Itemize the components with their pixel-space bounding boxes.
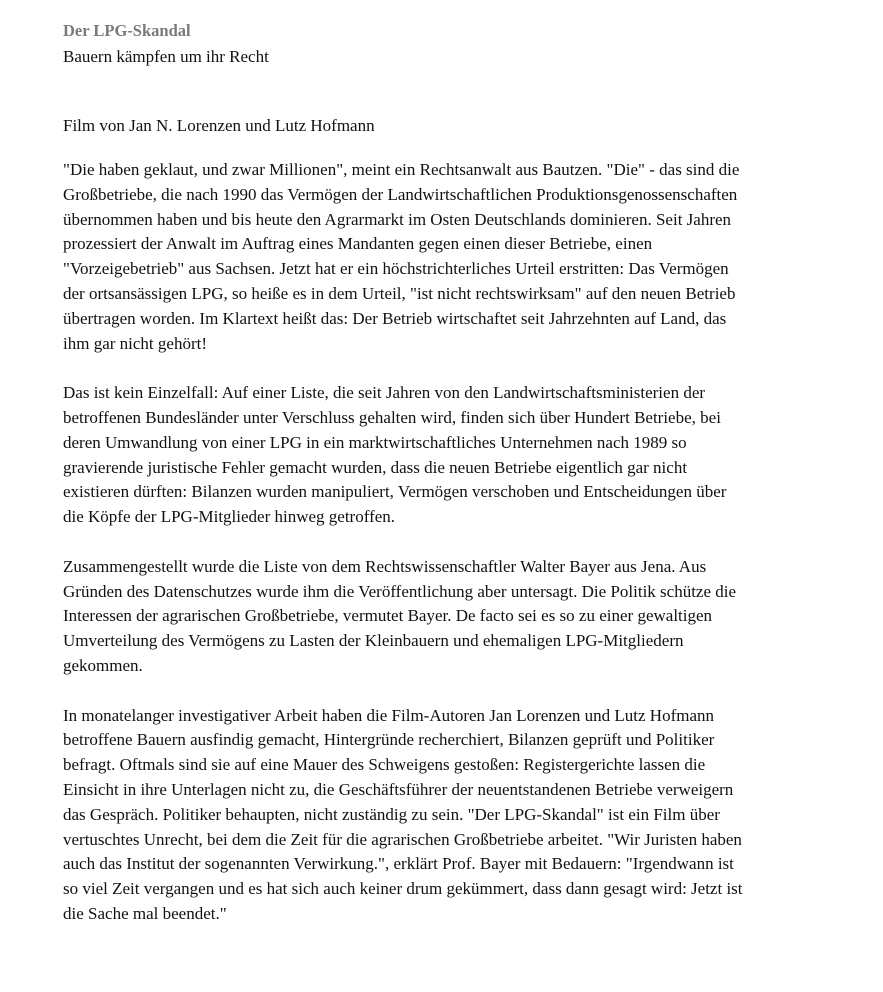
paragraph-line: prozessiert der Anwalt im Auftrag eines Mandanten gegen einen dieser Betriebe, einen <box>63 234 653 254</box>
paragraph-line: die Sache mal beendet." <box>63 903 227 923</box>
paragraph-line: vertuschtes Unrecht, bei dem die Zeit für die agrarischen Großbetriebe arbeitet. "Wir Juristen haben <box>63 829 742 849</box>
article <box>63 20 853 923</box>
paragraph-line: Gründen des Datenschutzes wurde ihm die Veröffentlichung aber untersagt. Die Politik schütze die <box>63 581 737 601</box>
article-body <box>63 158 853 952</box>
paragraph-2 <box>63 381 853 530</box>
paragraph-line: gekommen. <box>63 655 143 675</box>
paragraph-line: Großbetriebe, die nach 1990 das Vermögen der Landwirtschaftlichen Produktionsgenossenschaften <box>63 184 738 204</box>
paragraph-line: Das ist kein Einzelfall: Auf einer Liste, die seit Jahren von den Landwirtschaftsministerien der <box>63 383 706 403</box>
article-subtitle: Bauern kämpfen um ihr Recht <box>63 47 269 66</box>
paragraph-3 <box>63 555 853 679</box>
paragraph-line: die Köpfe der LPG-Mitglieder hinweg getroffen. <box>63 507 396 527</box>
paragraph-line: In monatelanger investigativer Arbeit haben die Film-Autoren Jan Lorenzen und Lutz Hofmann <box>63 705 714 725</box>
paragraph-line: betroffenen Bundesländer unter Verschluss gehalten wird, finden sich über Hundert Betriebe, bei <box>63 407 721 427</box>
paragraph-line: Umverteilung des Vermögens zu Lasten der Kleinbauern und ehemaligen LPG-Mitgliedern <box>63 631 684 651</box>
paragraph-line: existieren dürften: Bilanzen wurden manipuliert, Vermögen verschoben und Entscheidungen über <box>63 482 727 502</box>
paragraph-line: Einsicht in ihre Unterlagen nicht zu, die Geschäftsführer der neuentstandenen Betriebe verweigern <box>63 779 734 799</box>
paragraph-line: befragt. Oftmals sind sie auf eine Mauer des Schweigens gestoßen: Registergerichte lassen die <box>63 755 706 775</box>
paragraph-line: auch das Institut der sogenannten Verwirkung.", erklärt Prof. Bayer mit Bedauern: "Irgendwann ist <box>63 854 734 874</box>
paragraph-1 <box>63 158 853 356</box>
paragraph-line: Zusammengestellt wurde die Liste von dem Rechtswissenschaftler Walter Bayer aus Jena. Aus <box>63 556 707 576</box>
paragraph-line: so viel Zeit vergangen und es hat sich auch keiner drum gekümmert, dass dann gesagt wird: Jetzt ist <box>63 879 743 899</box>
paragraph-line: Interessen der agrarischen Großbetriebe, vermutet Bayer. De facto sei es so zu einer gewaltigen <box>63 606 713 626</box>
film-credits: Film von Jan N. Lorenzen und Lutz Hofmann <box>63 116 375 135</box>
paragraph-line: ihm gar nicht gehört! <box>63 333 207 353</box>
paragraph-line: gravierende juristische Fehler gemacht wurden, dass die neuen Betriebe eigentlich gar nicht <box>63 457 688 477</box>
paragraph-line: der ortsansässigen LPG, so heiße es in dem Urteil, "ist nicht rechtswirksam" auf den neuen Betrieb <box>63 283 736 303</box>
paragraph-line: übernommen haben und bis heute den Agrarmarkt im Osten Deutschlands dominieren. Seit Jahren <box>63 209 732 229</box>
paragraph-line: "Vorzeigebetrieb" aus Sachsen. Jetzt hat er ein höchstrichterliches Urteil erstritten: Das Vermögen <box>63 259 729 279</box>
paragraph-4 <box>63 704 853 927</box>
paragraph-line: "Die haben geklaut, und zwar Millionen", meint ein Rechtsanwalt aus Bautzen. "Die" - das sind die <box>63 160 740 179</box>
article-title: Der LPG-Skandal <box>63 21 191 40</box>
paragraph-line: das Gespräch. Politiker behaupten, nicht zuständig zu sein. "Der LPG-Skandal" ist ein Film über <box>63 804 720 824</box>
paragraph-line: deren Umwandlung von einer LPG in ein marktwirtschaftliches Unternehmen nach 1989 so <box>63 432 687 452</box>
paragraph-line: betroffene Bauern ausfindig gemacht, Hintergründe recherchiert, Bilanzen geprüft und Politiker <box>63 730 715 750</box>
paragraph-line: übertragen worden. Im Klartext heißt das: Der Betrieb wirtschaftet seit Jahrzehnten auf Land, das <box>63 308 727 328</box>
